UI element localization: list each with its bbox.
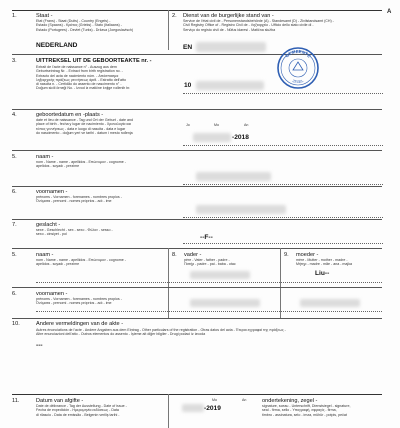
field4-year: -2018 <box>232 134 249 141</box>
field2-multi-line: Service de l'état civil de - Personenstandsbehörde (A) - Standesamt (D) - Zivilstandsamt (CH) - <box>183 19 334 23</box>
field10-number: 10. <box>12 321 20 327</box>
field1-multi-line: Estado (Spaans) - Κράτος (Grieks) - Stato (Italiaans) - <box>36 23 122 28</box>
field3-multi-line: Geburtseintrag Nr. - Extract from birth registration no. - <box>36 69 123 74</box>
field9-number: 9. <box>284 252 289 258</box>
column-divider <box>168 394 169 428</box>
field7-value-sex: --F-- <box>200 234 213 241</box>
field8-multilingual <box>184 258 278 267</box>
field1-multi-line: Etat (Frans) - Staat (Duits) - Country (Engels) - <box>36 19 111 23</box>
field10-multi-line: Autres énonciations de l'acte - Andere Angaben aus dem Eintrag - Other particulars of the registration - Otras datos del acta - Έτεραι εγγραφαί της πράξεως - <box>36 328 286 332</box>
field3-label: UITTREKSEL UIT DE GEBOORTEAKTE nr. - <box>36 58 152 64</box>
field3-number: 3. <box>12 58 17 64</box>
field2-number: 2. <box>172 13 177 19</box>
rule <box>12 394 382 395</box>
field6-number: 6. <box>12 189 17 195</box>
redacted-forenames <box>196 205 286 214</box>
field9-value: Liu-- <box>315 270 330 277</box>
column-divider <box>168 248 169 318</box>
field9-multilingual <box>296 258 388 267</box>
field6-label: voornamen - <box>36 189 68 195</box>
municipal-seal-icon <box>276 46 320 90</box>
rule <box>12 54 382 55</box>
field7-label: geslacht - <box>36 222 61 228</box>
field6b-number: 6. <box>12 291 17 297</box>
field3-multi-line: ληξιαρχικής πράξεως γεννήσεως άριθ. - Estratto dell'atto <box>36 77 126 82</box>
field5-multi-line: apelidos - soyadı - prezime <box>36 164 80 169</box>
field4-multi-line: date et lieu de naissance - Tag und Ort der Geburt - date and <box>36 118 134 122</box>
dotted-line <box>183 243 383 244</box>
field5b-multi-line: apelidos - soyadı - prezime <box>36 262 80 267</box>
field2-multi-line: Serviço do registo civil de - Nüfus idaresi - Matična služba <box>183 27 276 32</box>
field4-col-an: An <box>244 123 249 127</box>
redacted-mother-forenames <box>300 299 360 307</box>
field12-multi-line: timbro - assinatura, selo - imza, mühür - potpis, pečat <box>262 412 347 417</box>
field9-multi-line: Μήτηρ - madre - mãe - ana - majka <box>296 262 352 267</box>
field3-multilingual <box>36 65 171 91</box>
field4-multilingual <box>36 118 171 135</box>
field3-multi-line: Doğum sicili örneği No. - Izvod iz matične knjige rođenih br. <box>36 86 131 91</box>
field4-number: 4. <box>12 112 17 118</box>
field10-value: --- <box>36 342 43 349</box>
redacted-father-name <box>190 271 250 279</box>
dotted-line <box>183 217 383 218</box>
rule <box>12 248 382 249</box>
rule <box>12 287 382 288</box>
field11-year: -2019 <box>204 405 221 412</box>
field8-multi-line: père - Vater - father - padre - <box>184 258 230 262</box>
field3-multi-line: Extracto del acta de nacimiento núm. - Απόσπασμα <box>36 73 119 78</box>
field1-label: Staat - <box>36 13 53 19</box>
field1-value-country: NEDERLAND <box>36 42 78 49</box>
field6b-label: voornamen - <box>36 291 68 297</box>
dotted-line <box>36 282 382 283</box>
redacted-surname <box>196 172 271 181</box>
field1-number: 1. <box>12 13 17 19</box>
field11-col-an: An <box>242 398 247 402</box>
field5b-number: 5. <box>12 252 17 258</box>
field12-label: ondertekening, zegel - <box>262 398 318 404</box>
field8-label: vader - <box>184 252 202 258</box>
field8-multi-line: Πατήρ - padre - pai - baba - otac <box>184 262 236 267</box>
field12-multi-line: signature, sceau - Unterschrift, Dienstsiegel - signature, <box>262 404 351 408</box>
field3-multi-line: di nascita n. - Certidão do assento de nascimento n° - <box>36 82 122 87</box>
column-divider <box>280 248 281 318</box>
field7-multi-line: sexo - cinsiyet - pol <box>36 232 67 237</box>
field5-label: naam - <box>36 154 54 160</box>
field10-label: Andere vermeldingen van de akte - <box>36 321 124 327</box>
field11-multilingual <box>36 404 168 417</box>
redacted-birthdate <box>193 133 231 142</box>
rule <box>12 186 382 187</box>
field2-multilingual <box>183 19 388 32</box>
dotted-line <box>183 184 383 185</box>
field4-col-mo: Mo <box>214 123 219 127</box>
field7-multilingual <box>36 228 171 237</box>
field2-value-prefix: EN <box>183 44 193 51</box>
field6b-multi-line: Όνόματα - prenomi - nomes próprios - adı - ime <box>36 301 112 306</box>
redacted-father-forenames <box>190 299 260 307</box>
rule <box>12 109 382 110</box>
field8-number: 8. <box>172 252 177 258</box>
stamp-text-top: GEMEENTE <box>284 48 312 59</box>
dotted-line <box>183 145 383 146</box>
rule <box>12 150 382 151</box>
field9-multi-line: mère - Mutter - mother - madre - <box>296 258 348 262</box>
field4-label: geboortedatum en -plaats - <box>36 112 104 118</box>
field2-multi-line: Civil Registry Office of - Registro Civil de - Ληξιαρχείο - Ufficio dello stato civile di - <box>183 23 314 28</box>
field5b-multi-line: nom - Name - name - apellidos - Επώνυμον - cognome - <box>36 258 126 262</box>
top-divider <box>168 10 169 50</box>
redacted-issue-date <box>182 404 204 412</box>
field6b-multilingual <box>36 297 166 306</box>
field11-multi-line: Fecha de expedición - Ημερομηνία εκδόσεως - Data <box>36 408 119 413</box>
rule <box>12 219 382 220</box>
field11-multi-line: di rilascio - Data de emissão - Belgenin veriliş tarihi - <box>36 412 120 417</box>
field5-multilingual <box>36 160 171 169</box>
stamp-text-bottom: ZEGEL <box>291 78 305 85</box>
field4-multi-line: τόπος γεννήσεως - data e luogo di nascita - data e lugar <box>36 126 126 131</box>
dotted-line <box>183 93 383 94</box>
field5-multi-line: nom - Name - name - apellidos - Επώνυμον - cognome - <box>36 160 126 164</box>
svg-text:ZEGEL <box>292 79 304 84</box>
field12-multi-line: seal - firma, sello - Υπογραφή, σφραγίς - firma, <box>262 408 337 413</box>
top-rule <box>12 10 382 11</box>
field6-multi-line: prénoms - Vornamen - forenames - nombres propios - <box>36 195 122 199</box>
field1-multi-line: Estado (Portugees) - Devlet (Turks) - Država (Joegoslavisch) <box>36 27 134 32</box>
field6-multi-line: Όνόματα - prenomi - nomes próprios - adı - ime <box>36 199 112 204</box>
field11-col-mo: Mo <box>212 398 217 402</box>
dotted-line <box>36 311 382 312</box>
field11-multi-line: Date de délivrance - Tag der Ausstellung - Date of issue - <box>36 404 127 408</box>
field12-multilingual <box>262 404 392 417</box>
field4-col-jo: Jo <box>186 123 190 127</box>
field10-multilingual <box>36 328 386 337</box>
field5-number: 5. <box>12 154 17 160</box>
field4-multi-line: do nascimento - doğum yeri ve tarihi - datum i mesto rođenja <box>36 130 133 135</box>
field9-label: moeder - <box>296 252 319 258</box>
field2-label: Dienst van de burgerlijke stand van - <box>183 13 274 19</box>
field6-multilingual <box>36 195 171 204</box>
field2-value-number: 10 <box>184 82 192 89</box>
field7-number: 7. <box>12 222 17 228</box>
field11-label: Datum van afgifte - <box>36 398 84 404</box>
rule <box>12 318 382 319</box>
field6b-multi-line: prénoms - Vornamen - forenames - nombres propios - <box>36 297 122 301</box>
field5b-label: naam - <box>36 252 54 258</box>
field3-multi-line: Extrait de l'acte de naissance n° - Auszug aus dem <box>36 65 117 69</box>
redacted-number <box>196 81 264 90</box>
field11-number: 11. <box>12 398 20 404</box>
field5b-multilingual <box>36 258 166 267</box>
field4-multi-line: place of birth - fecha y lugar de nacimiento - Χρονολογία και <box>36 122 132 127</box>
field7-multi-line: sexe - Geschlecht - sex - sexo - Φύλον - sesso - <box>36 228 113 232</box>
corner-mark: A <box>387 9 392 15</box>
redacted-office <box>196 42 266 52</box>
field1-multilingual <box>36 19 166 32</box>
field10-multi-line: Altre enunciazioni dell'atto - Outros elementos do assento - İşleme ait diğer bilgiler - Drugi podaci iz izvoda <box>36 332 206 337</box>
